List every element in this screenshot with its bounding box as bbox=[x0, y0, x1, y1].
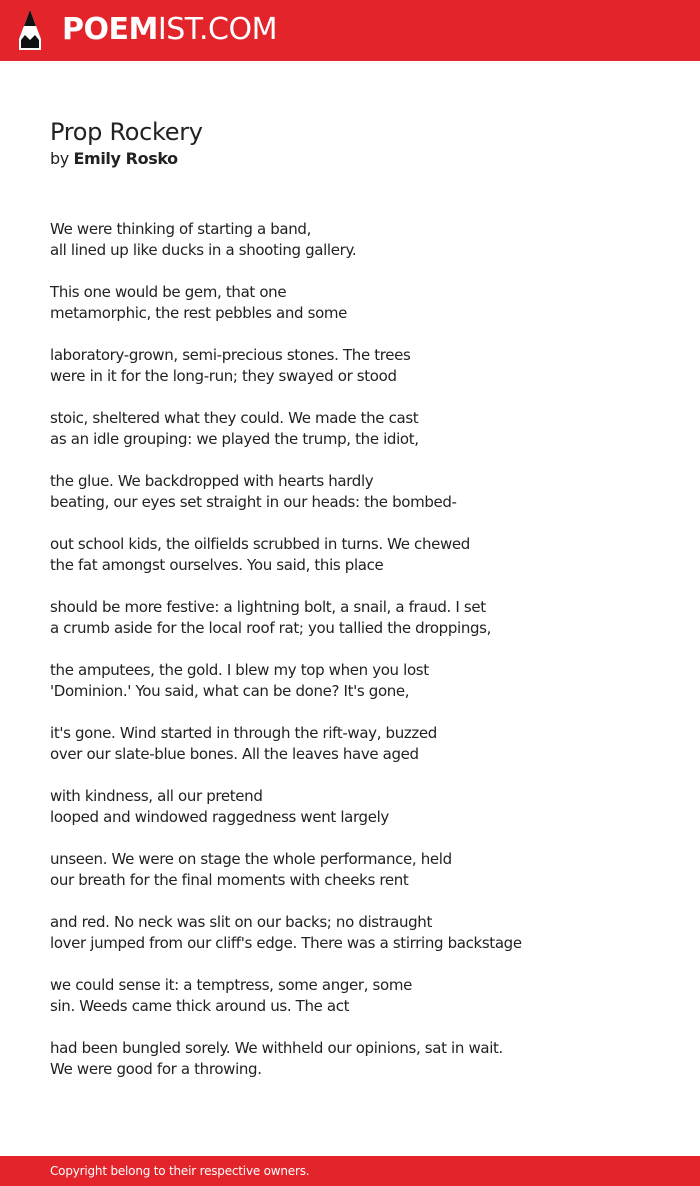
poem-line: the fat amongst ourselves. You said, this place bbox=[50, 556, 384, 574]
stanza bbox=[50, 345, 670, 387]
stanza bbox=[50, 849, 670, 891]
poem-line: looped and windowed raggedness went largely bbox=[50, 808, 389, 826]
poem-line: unseen. We were on stage the whole performance, held bbox=[50, 850, 452, 868]
stanza bbox=[50, 282, 670, 324]
poem-line: the amputees, the gold. I blew my top when you lost bbox=[50, 661, 429, 679]
poem-line: This one would be gem, that one bbox=[50, 283, 287, 301]
poem-line: stoic, sheltered what they could. We made the cast bbox=[50, 409, 419, 427]
poem-line: were in it for the long-run; they swayed or stood bbox=[50, 367, 397, 385]
site-header bbox=[0, 0, 700, 61]
poem-line: our breath for the final moments with cheeks rent bbox=[50, 871, 409, 889]
author-name: Emily Rosko bbox=[73, 149, 178, 168]
stanza bbox=[50, 912, 670, 954]
stanza bbox=[50, 597, 670, 639]
poem-title: Prop Rockery bbox=[50, 118, 203, 146]
stanza bbox=[50, 534, 670, 576]
poem-line: out school kids, the oilfields scrubbed in turns. We chewed bbox=[50, 535, 470, 553]
pencil-icon[interactable] bbox=[17, 9, 43, 51]
stanza bbox=[50, 975, 670, 1017]
poem-line: should be more festive: a lightning bolt, a snail, a fraud. I set bbox=[50, 598, 486, 616]
poem-line: all lined up like ducks in a shooting gallery. bbox=[50, 241, 357, 259]
poem-line: a crumb aside for the local roof rat; you tallied the droppings, bbox=[50, 619, 492, 637]
copyright-text: Copyright belong to their respective owners. bbox=[50, 1164, 310, 1178]
site-footer bbox=[0, 1156, 700, 1186]
poem-line: 'Dominion.' You said, what can be done? It's gone, bbox=[50, 682, 410, 700]
stanza bbox=[50, 1038, 670, 1080]
poem-line: with kindness, all our pretend bbox=[50, 787, 263, 805]
byline bbox=[50, 149, 178, 169]
poem-line: had been bungled sorely. We withheld our opinions, sat in wait. bbox=[50, 1039, 503, 1057]
stanza bbox=[50, 660, 670, 702]
poem-line: We were good for a throwing. bbox=[50, 1060, 262, 1078]
poem-line: the glue. We backdropped with hearts hardly bbox=[50, 472, 374, 490]
poem-line: lover jumped from our cliff's edge. There was a stirring backstage bbox=[50, 934, 522, 952]
poem-line: we could sense it: a temptress, some anger, some bbox=[50, 976, 412, 994]
stanza bbox=[50, 723, 670, 765]
stanza bbox=[50, 786, 670, 828]
poem-line: beating, our eyes set straight in our heads: the bombed- bbox=[50, 493, 457, 511]
poem-line: it's gone. Wind started in through the rift-way, buzzed bbox=[50, 724, 437, 742]
brand-bold: POEM bbox=[62, 12, 158, 47]
stanza bbox=[50, 471, 670, 513]
stanza bbox=[50, 408, 670, 450]
brand-light: IST.COM bbox=[157, 12, 277, 47]
poem-line: sin. Weeds came thick around us. The act bbox=[50, 997, 350, 1015]
poem-line: metamorphic, the rest pebbles and some bbox=[50, 304, 348, 322]
poem-line: We were thinking of starting a band, bbox=[50, 220, 311, 238]
by-label: by bbox=[50, 149, 69, 168]
poem-body bbox=[50, 219, 670, 1101]
site-logo-link[interactable] bbox=[62, 12, 277, 48]
poem-line: and red. No neck was slit on our backs; no distraught bbox=[50, 913, 432, 931]
poem-line: over our slate-blue bones. All the leaves have aged bbox=[50, 745, 419, 763]
poem-line: laboratory-grown, semi-precious stones. The trees bbox=[50, 346, 411, 364]
poem-line: as an idle grouping: we played the trump, the idiot, bbox=[50, 430, 419, 448]
stanza bbox=[50, 219, 670, 261]
